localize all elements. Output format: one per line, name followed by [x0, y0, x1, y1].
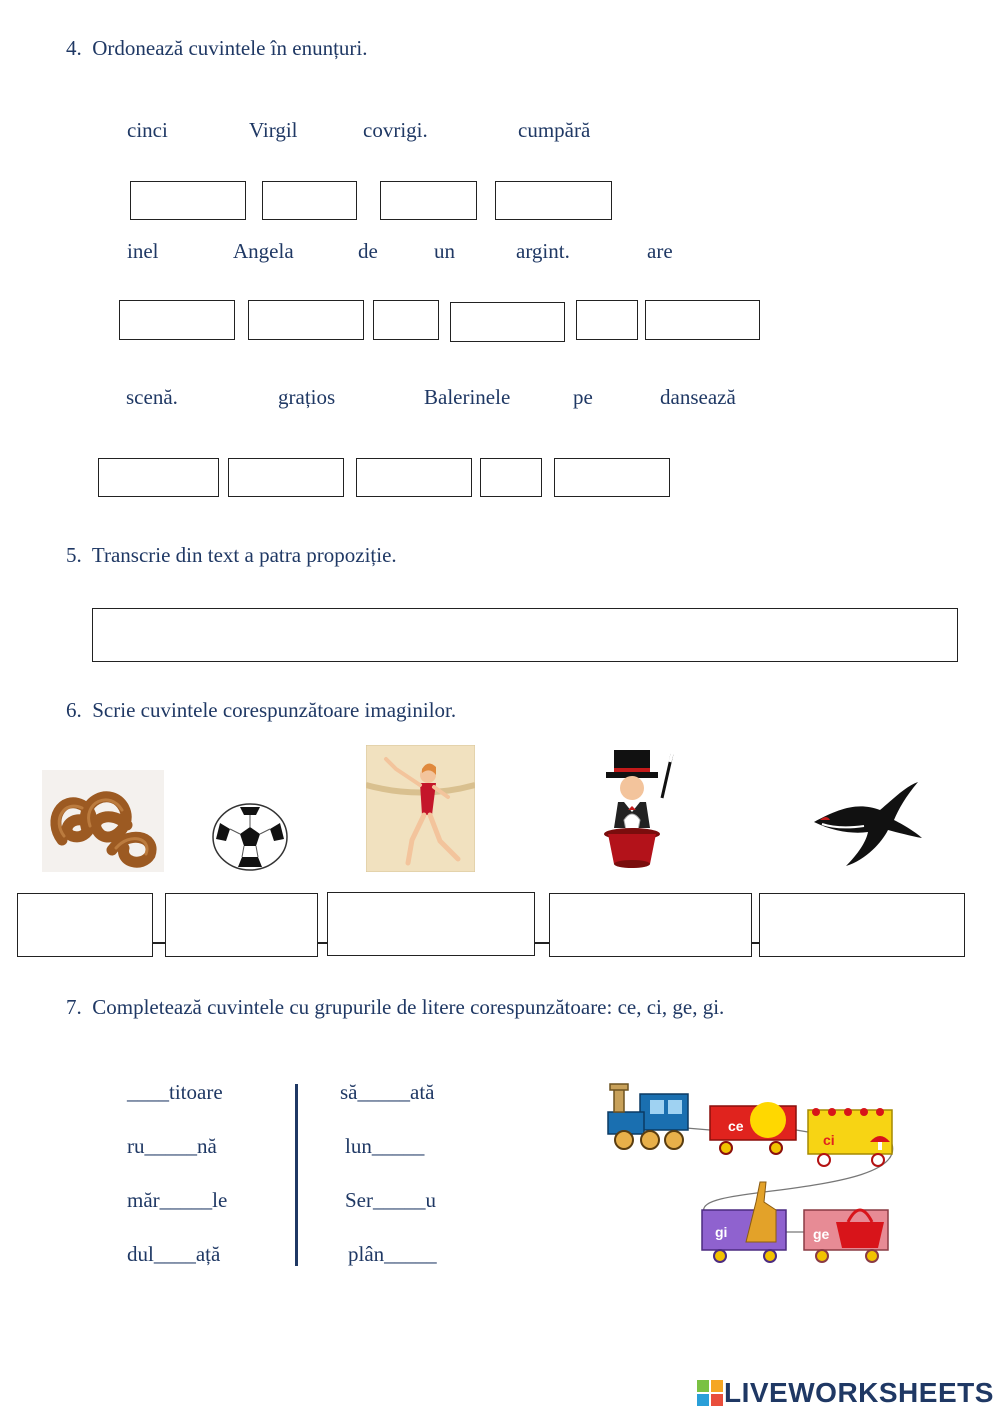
transcription-box[interactable]: [92, 608, 958, 662]
q4-number: 4.: [66, 36, 82, 60]
answer-box[interactable]: [356, 458, 472, 497]
q5-title: [66, 543, 397, 568]
answer-box[interactable]: [480, 458, 542, 497]
locomotive-icon: [608, 1084, 688, 1149]
q4-word: Balerinele: [424, 385, 511, 409]
q4-word: are: [647, 239, 673, 263]
wagon-ce-icon: [710, 1102, 796, 1154]
q5-number: 5.: [66, 543, 82, 567]
q4-word: cinci: [127, 118, 168, 142]
magician-image: [588, 746, 680, 870]
answer-box[interactable]: [262, 181, 357, 220]
answer-box[interactable]: [98, 458, 219, 497]
answer-box[interactable]: [645, 300, 760, 340]
q4-word: un: [434, 239, 455, 263]
q7-title: [66, 995, 724, 1020]
q5-title-text: Transcrie din text a patra propoziție.: [91, 543, 397, 567]
wagon-label-ce: ce: [728, 1118, 744, 1134]
q4-word: Virgil: [249, 118, 298, 142]
fill-word[interactable]: ru_____nă: [127, 1134, 217, 1158]
picture-answer-box[interactable]: [759, 893, 965, 957]
q4-word: pe: [573, 385, 593, 409]
answer-box[interactable]: [450, 302, 565, 342]
q4-title: [66, 36, 367, 61]
liveworksheets-logo: LIVEWORKSHEETS: [724, 1377, 994, 1408]
answer-box[interactable]: [119, 300, 235, 340]
swallow-bird-image: [810, 780, 924, 870]
soccer-ball-image: [212, 803, 288, 871]
q4-title-text: Ordonează cuvintele în enunțuri.: [92, 36, 368, 60]
picture-answer-box[interactable]: [165, 893, 318, 957]
q6-title-text: Scrie cuvintele corespunzătoare imaginilor.: [92, 698, 457, 722]
fill-word[interactable]: măr_____le: [127, 1188, 228, 1212]
q4-word: argint.: [516, 239, 570, 263]
separator-dash: [153, 942, 165, 944]
wagon-label-ge: ge: [813, 1226, 830, 1242]
q4-word: cumpără: [518, 118, 591, 142]
q7-title-text: Completează cuvintele cu grupurile de litere corespunzătoare: ce, ci, ge, gi.: [92, 995, 725, 1019]
pretzels-image: [42, 770, 164, 872]
picture-answer-box[interactable]: [17, 893, 153, 957]
gymnast-image: [366, 745, 475, 872]
picture-answer-box[interactable]: [549, 893, 752, 957]
answer-box[interactable]: [380, 181, 477, 220]
q4-word: scenă.: [126, 385, 178, 409]
train-illustration: [600, 1082, 900, 1264]
fill-word[interactable]: ____titoare: [127, 1080, 223, 1104]
fill-word[interactable]: plân_____: [348, 1242, 437, 1266]
answer-box[interactable]: [373, 300, 439, 340]
q6-title: [66, 698, 456, 723]
wagon-label-gi: gi: [715, 1224, 728, 1240]
answer-box[interactable]: [228, 458, 344, 497]
fill-word[interactable]: să_____ată: [340, 1080, 435, 1104]
q4-word: grațios: [278, 385, 336, 409]
column-divider: [295, 1084, 298, 1266]
wagon-label-ci: ci: [823, 1132, 835, 1148]
wagon-gi-icon: [702, 1182, 786, 1262]
q4-word: de: [358, 239, 378, 263]
picture-answer-box[interactable]: [327, 892, 535, 956]
q4-word: covrigi.: [363, 118, 428, 142]
answer-box[interactable]: [495, 181, 612, 220]
fill-word[interactable]: Ser_____u: [345, 1188, 436, 1212]
q4-word: dansează: [660, 385, 736, 409]
answer-box[interactable]: [554, 458, 670, 497]
answer-box[interactable]: [130, 181, 246, 220]
answer-box[interactable]: [248, 300, 364, 340]
wagon-ci-icon: [808, 1108, 892, 1166]
fill-word[interactable]: lun_____: [345, 1134, 425, 1158]
answer-box[interactable]: [576, 300, 638, 340]
q4-word: Angela: [233, 239, 294, 263]
q6-number: 6.: [66, 698, 82, 722]
liveworksheets-logo-icon: [697, 1380, 723, 1406]
separator-dash: [535, 942, 550, 944]
fill-word[interactable]: dul____ață: [127, 1242, 221, 1266]
q7-number: 7.: [66, 995, 82, 1019]
q4-word: inel: [127, 239, 159, 263]
